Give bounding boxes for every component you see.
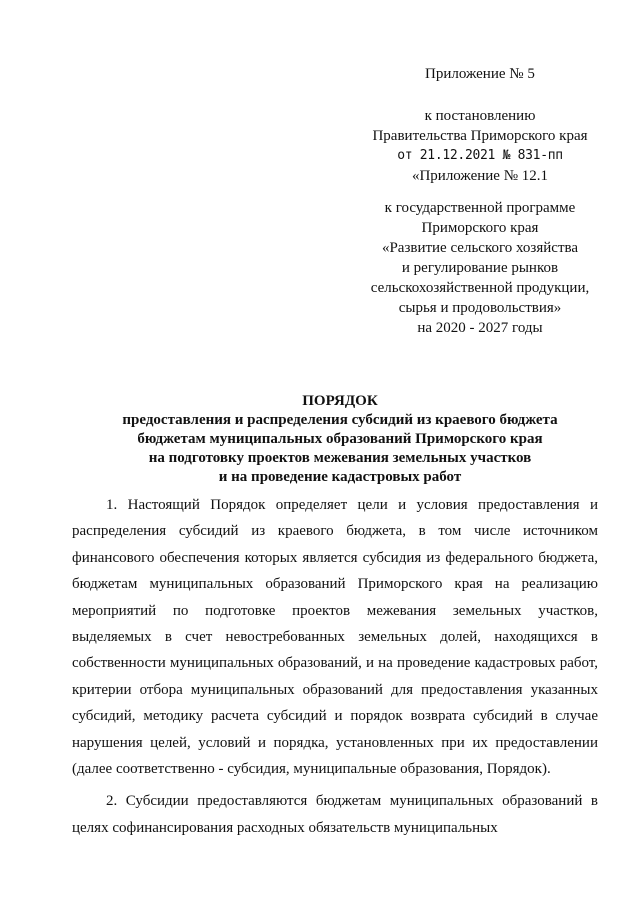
title-main: ПОРЯДОК: [302, 393, 378, 409]
program-line: и регулирование рынков: [401, 260, 559, 276]
document-title: [60, 392, 620, 487]
program-line: на 2020 - 2027 годы: [417, 320, 543, 336]
government-name: Правительства Приморского края: [372, 128, 588, 144]
to-resolution: к постановлению: [424, 108, 536, 124]
appendix-12-1: «Приложение № 12.1: [411, 168, 549, 184]
program-line: сырья и продовольствия»: [398, 300, 562, 316]
title-line: предоставления и распределения субсидий из краевого бюджета: [122, 412, 558, 428]
title-line: на подготовку проектов межевания земельных участков: [148, 450, 532, 466]
title-line: бюджетам муниципальных образований Приморского края: [137, 431, 543, 447]
paragraph-2: 2. Субсидии предоставляются бюджетам муниципальных образований в целях софинансирования расходных обязательств муниципальных: [72, 793, 598, 836]
program-line: сельскохозяйственной продукции,: [370, 280, 590, 296]
document-body: [72, 492, 598, 841]
program-line: Приморского края: [421, 220, 539, 236]
paragraph-1: 1. Настоящий Порядок определяет цели и условия предоставления и распределения субсидий из краевого бюджета, в том числе источником финансового обеспечения которых является субсидия из федерального бюджета, бюджетам муниципальных образований Приморского края на реализацию мероприятий по подготовке проектов межевания земельных участков, выделяемых в счет невостребованных земельных долей, находящихся в собственности муниципальных образований, и на проведение кадастровых работ, критерии отбора муниципальных образований для предоставления указанных субсидий, методику расчета субсидий и порядок возврата субсидий в случае нарушения целей, условий и порядка, установленных при их предоставлении (далее соответственно - субсидия, муниципальные образования, Порядок).: [72, 497, 598, 778]
title-line: и на проведение кадастровых работ: [218, 469, 462, 485]
appendix-number: Приложение № 5: [425, 66, 535, 82]
program-line: «Развитие сельского хозяйства: [381, 240, 579, 256]
program-reference: [350, 198, 610, 338]
date-number-stamp: от 21.12.2021 № 831-пп: [397, 148, 563, 163]
resolution-reference: [350, 106, 610, 186]
program-line: к государственной программе: [384, 200, 576, 216]
